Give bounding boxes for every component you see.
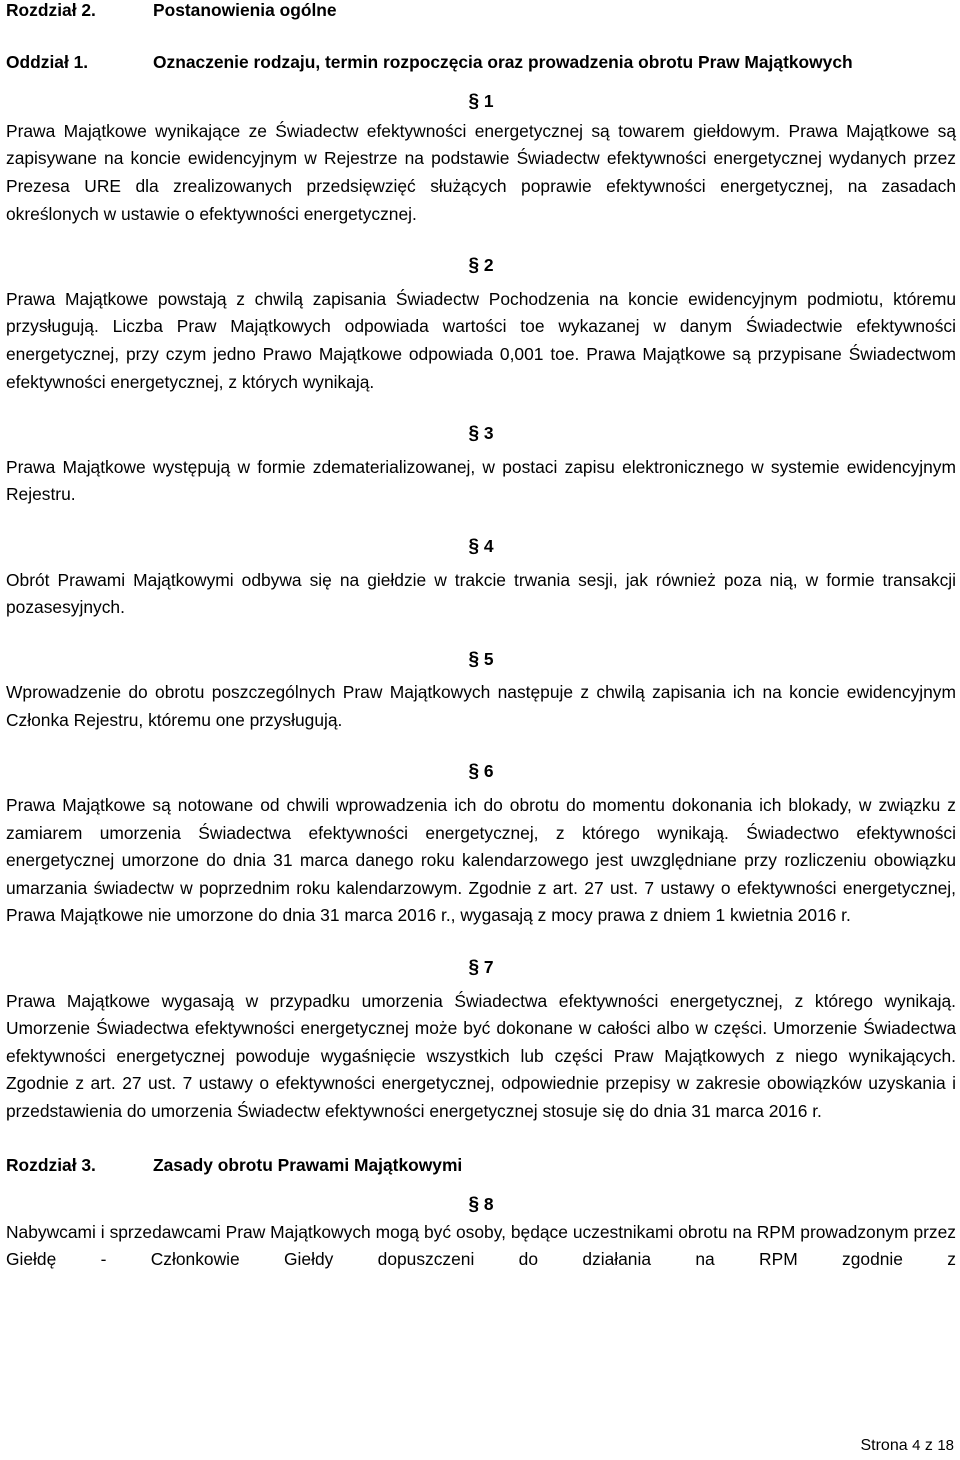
paragraph-number: [6, 758, 956, 786]
paragraph-number: [6, 252, 956, 280]
paragraph-number-value: 3: [483, 423, 494, 444]
chapter-label: Rozdział 3.: [6, 1154, 96, 1175]
chapter-label: Rozdział 2.: [6, 0, 96, 20]
paragraph-number-value: 1: [483, 91, 494, 112]
paragraph-number-value: 5: [483, 648, 494, 669]
chapter-title: Zasady obrotu Prawami Majątkowymi: [153, 1154, 463, 1175]
paragraph-number: [6, 646, 956, 674]
paragraph-sign: §: [468, 761, 480, 783]
paragraph-text: Nabywcami i sprzedawcami Praw Majątkowych mogą być osoby, będące uczestnikami obrotu na RPM prowadzonym przez Giełdę - Członkowie Giełdy dopuszczeni do działania na RPM zgodnie z: [6, 1221, 956, 1270]
footer-separator: z: [924, 1437, 933, 1454]
paragraph-number: [6, 420, 956, 448]
paragraph-number: [6, 1191, 956, 1219]
paragraph-number-value: 7: [483, 957, 494, 978]
page-footer: [860, 1436, 954, 1456]
paragraph-number: [6, 88, 956, 116]
document-page: [6, 0, 956, 1274]
paragraph-text: Wprowadzenie do obrotu poszczególnych Praw Majątkowych następuje z chwilą zapisania ich na koncie ewidencyjnym Członka Rejestru, któremu one przysługują.: [6, 682, 956, 730]
paragraph-number-value: 2: [483, 255, 494, 276]
paragraph-number-value: 8: [483, 1194, 494, 1215]
paragraph-text: Prawa Majątkowe wygasają w przypadku umorzenia Świadectwa efektywności energetycznej, z którego wynikają. Umorzenie Świadectwa efektywności energetycznej może być dokonane w całości albo w części. Umorzenie Świadectwa efektywności energetycznej powoduje wygaśnięcie wszystkich lub części Praw Majątkowych z niego wynikających. Zgodnie z art. 27 ust. 7 ustawy o efektywności energetycznej, odpowiednie przepisy w zakresie obowiązków uzyskania i przedstawienia do umorzenia Świadectw efektywności energetycznej stosuje się do dnia 31 marca 2016 r.: [6, 990, 956, 1121]
footer-prefix: Strona: [860, 1437, 908, 1454]
paragraph-text: Prawa Majątkowe występują w formie zdematerializowanej, w postaci zapisu elektronicznego w systemie ewidencyjnym Rejestru.: [6, 456, 956, 505]
division-label: Oddział 1.: [6, 51, 89, 72]
chapter-heading: [6, 1152, 956, 1180]
chapter-title: Postanowienia ogólne: [153, 0, 337, 20]
paragraph-text: Prawa Majątkowe wynikające ze Świadectw efektywności energetycznej są towarem giełdowym. Prawa Majątkowe są zapisywane na koncie ewidencyjnym w Rejestrze na podstawie Świadectw efektywności energetycznej wydanych przez Prezesa URE dla zrealizowanych przedsięwzięć służących poprawie efektywności energetycznej, na zasadach określonych w ustawie o efektywności energetycznej.: [6, 120, 956, 224]
chapter-heading: [6, 0, 956, 25]
paragraph-text: Obrót Prawami Majątkowymi odbywa się na giełdzie w trakcie trwania sesji, jak również poza nią, w formie transakcji pozasesyjnych.: [6, 569, 956, 618]
paragraph-sign: §: [468, 957, 480, 979]
paragraph-sign: §: [468, 535, 480, 557]
division-title: Oznaczenie rodzaju, termin rozpoczęcia oraz prowadzenia obrotu Praw Majątkowych: [153, 51, 853, 72]
paragraph-number-value: 4: [483, 535, 494, 556]
division-heading: [6, 49, 956, 77]
paragraph-text: Prawa Majątkowe powstają z chwilą zapisania Świadectw Pochodzenia na koncie ewidencyjnym podmiotu, któremu przysługują. Liczba Praw Majątkowych odpowiada wartości toe wykazanej w danym Świadectwie efektywności energetycznej, przy czym jedno Prawo Majątkowe odpowiada 0,001 toe. Prawa Majątkowe są przypisane Świadectwom efektywności energetycznej, z których wynikają.: [6, 288, 956, 392]
paragraph-number: [6, 533, 956, 561]
paragraph-sign: §: [468, 1194, 480, 1216]
paragraph-text: Prawa Majątkowe są notowane od chwili wprowadzenia ich do obrotu do momentu dokonania ich blokady, w związku z zamiarem umorzenia Świadectwa efektywności energetycznej, z którego wynikają. Świadectwo efektywności energetycznej umorzone do dnia 31 marca danego roku kalendarzowego jest uwzględniane przy rozliczeniu obowiązku umarzania świadectw w poprzednim roku kalendarzowym. Zgodnie z art. 27 ust. 7 ustawy o efektywności energetycznej, Prawa Majątkowe nie umorzone do dnia 31 marca 2016 r., wygasają z mocy prawa z dniem 1 kwietnia 2016 r.: [6, 795, 956, 926]
footer-current-page: 4: [912, 1437, 921, 1454]
paragraph-number: [6, 954, 956, 982]
paragraph-sign: §: [468, 91, 480, 113]
paragraph-sign: §: [468, 255, 480, 277]
paragraph-sign: §: [468, 423, 480, 445]
footer-total-pages: 18: [937, 1437, 954, 1454]
paragraph-number-value: 6: [483, 761, 494, 782]
paragraph-sign: §: [468, 648, 480, 670]
